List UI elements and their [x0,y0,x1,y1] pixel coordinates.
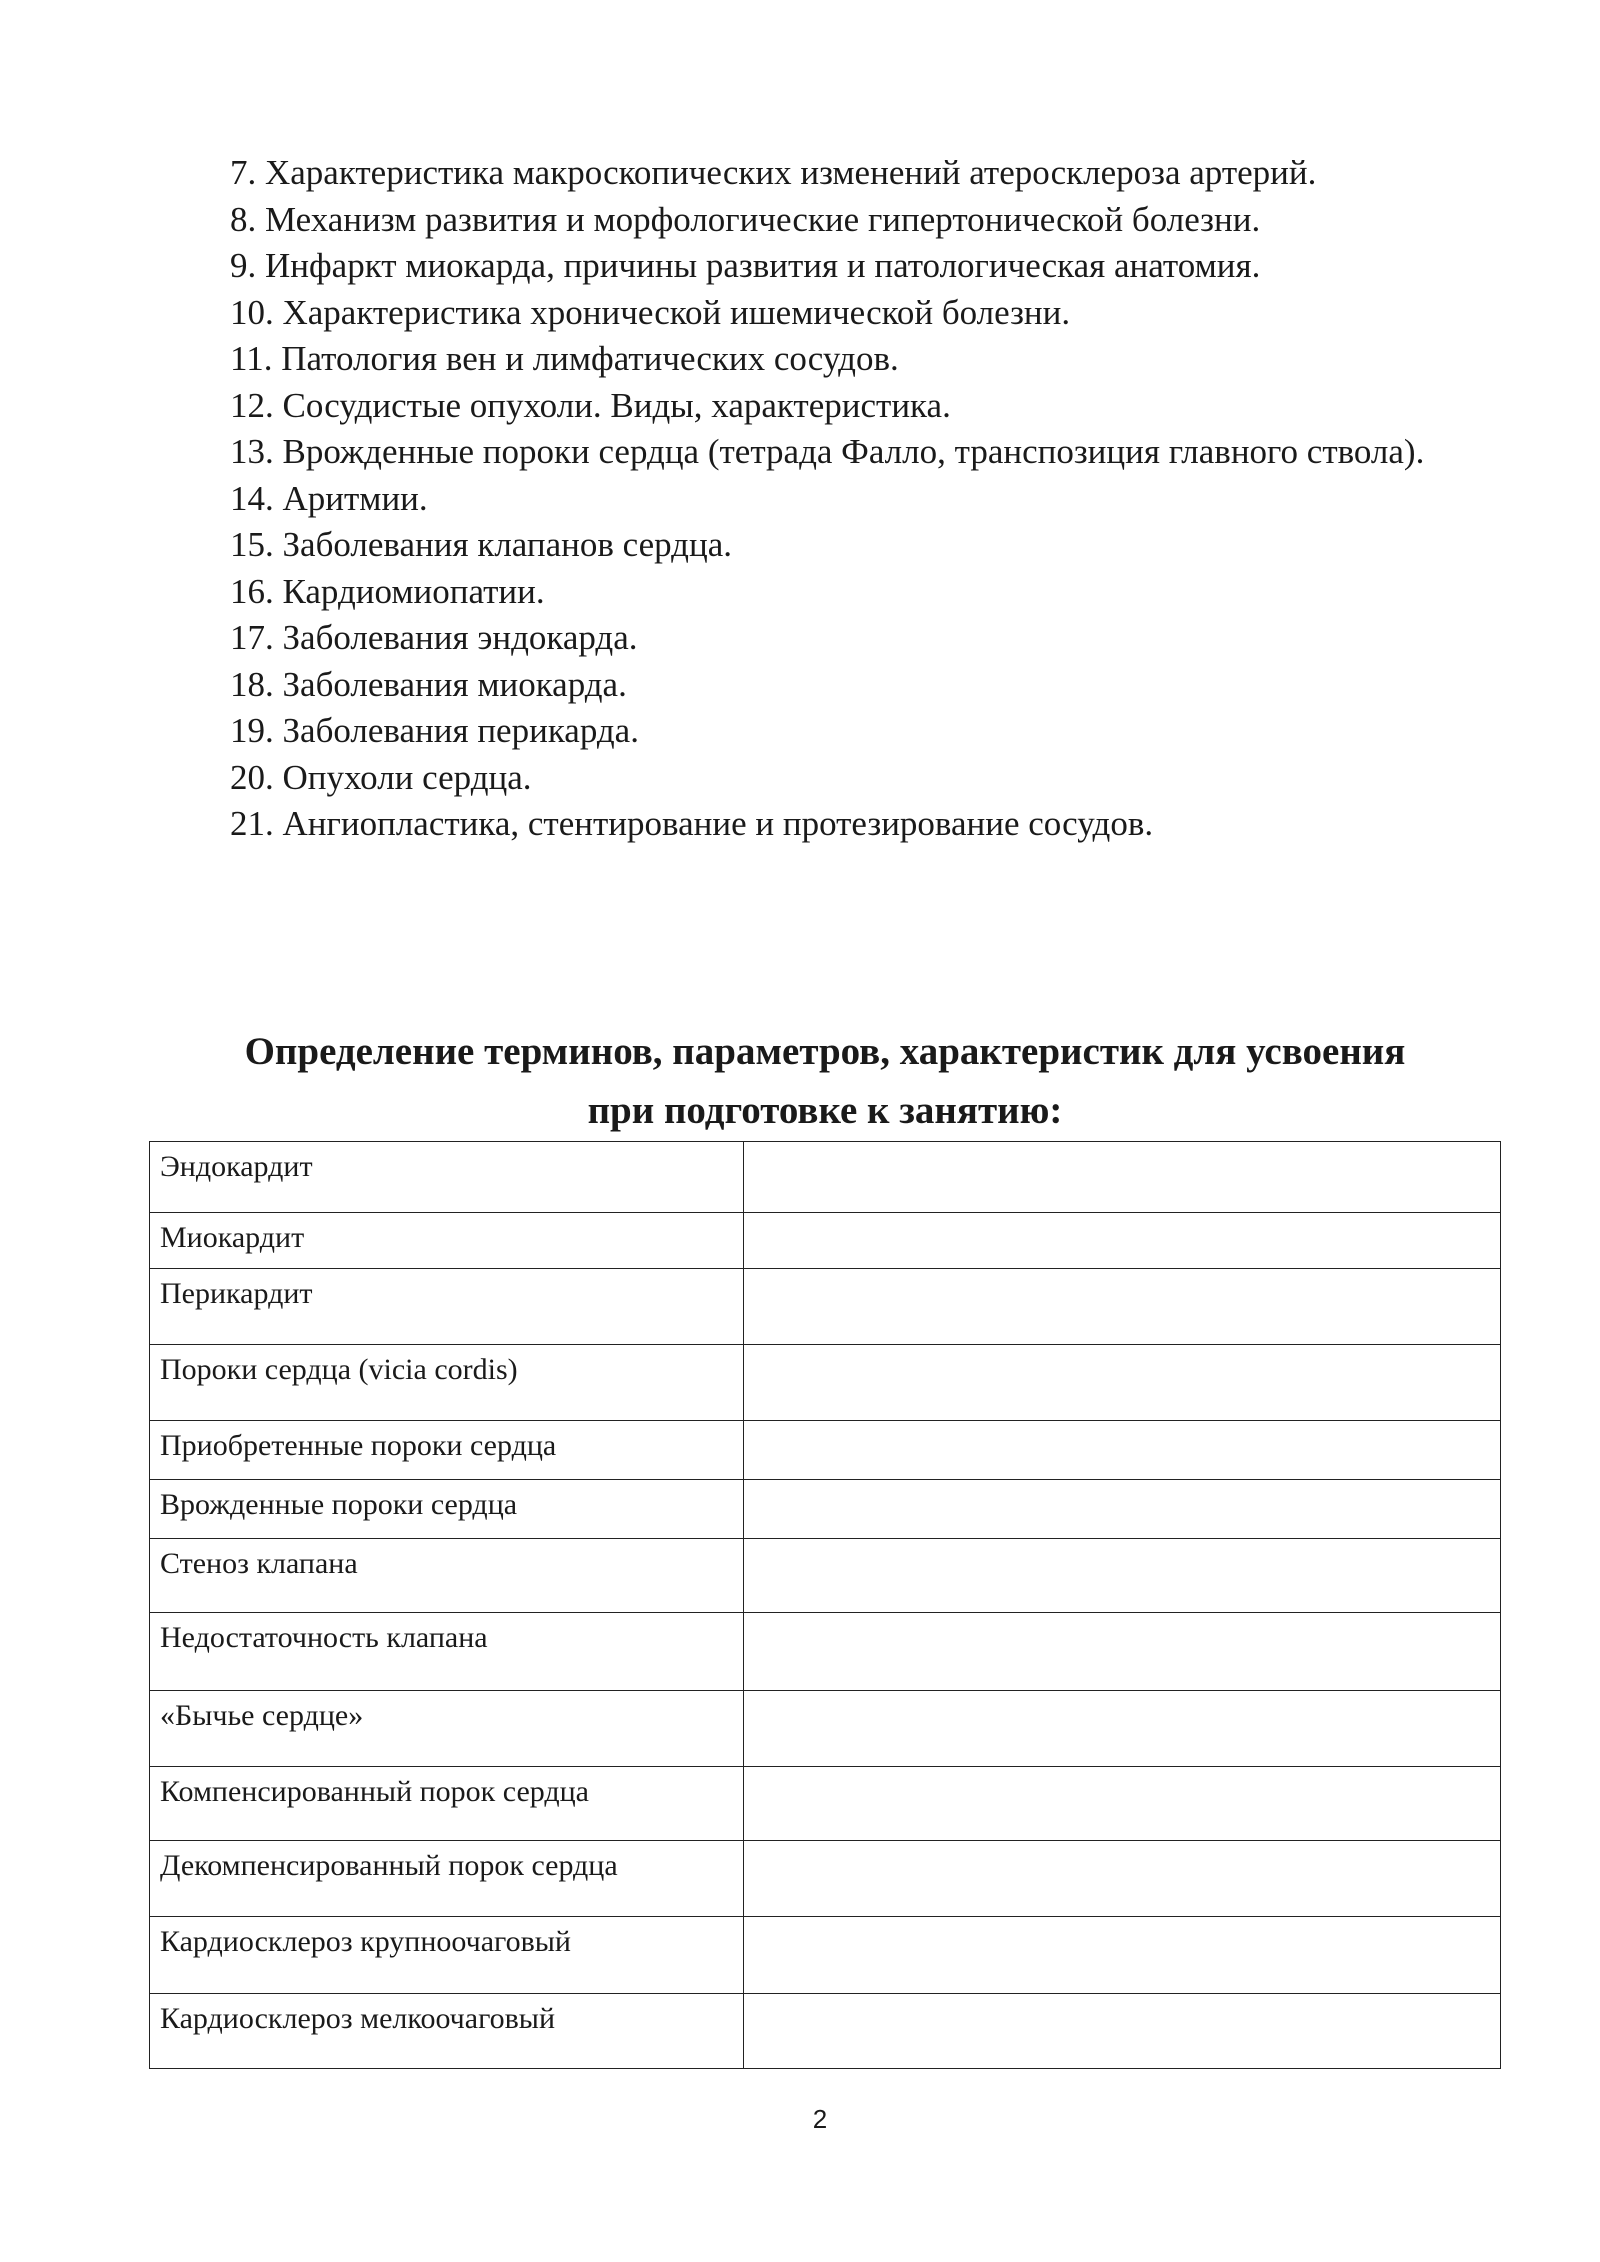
section-title [150,1022,1500,1140]
definition-cell [744,1480,1501,1539]
table-row [150,1345,1501,1421]
definition-cell [744,1421,1501,1480]
definition-cell [744,1691,1501,1767]
question-item: 18. Заболевания миокарда. [230,664,627,704]
definition-cell [744,1142,1501,1213]
question-item: 11. Патология вен и лимфатических сосудов. [230,339,899,378]
term-cell: Перикардит [150,1269,744,1345]
definition-cell [744,1269,1501,1345]
term-cell: Приобретенные пороки сердца [150,1421,744,1480]
definition-cell [744,1994,1501,2069]
question-item: 20. Опухоли сердца. [230,757,532,797]
table-row [150,1917,1501,1994]
terms-table [149,1141,1501,2069]
term-cell: «Бычье сердце» [150,1691,744,1767]
definition-cell [744,1345,1501,1421]
question-item: 17. Заболевания эндокарда. [230,618,638,657]
term-cell: Недостаточность клапана [150,1613,744,1691]
question-item: 15. Заболевания клапанов сердца. [230,525,732,564]
table-row [150,1213,1501,1269]
table-row [150,1142,1501,1213]
term-cell: Кардиосклероз крупноочаговый [150,1917,744,1994]
term-cell: Компенсированный порок сердца [150,1767,744,1841]
table-row [150,1691,1501,1767]
term-cell: Миокардит [150,1213,744,1269]
definition-cell [744,1539,1501,1613]
definition-cell [744,1841,1501,1917]
question-item: 9. Инфаркт миокарда, причины развития и патологическая анатомия. [230,246,1261,285]
table-row [150,1994,1501,2069]
table-row [150,1421,1501,1480]
term-cell: Кардиосклероз мелкоочаговый [150,1994,744,2069]
question-item: 8. Механизм развития и морфологические гипертонической болезни. [230,199,1261,239]
table-row [150,1767,1501,1841]
definition-cell [744,1213,1501,1269]
section-title-line-2: при подготовке к занятию: [587,1089,1063,1132]
question-item: 7. Характеристика макроскопических изменений атеросклероза артерий. [230,153,1317,192]
question-item: 21. Ангиопластика, стентирование и протезирование сосудов. [230,804,1154,843]
page-number: 2 [812,2104,828,2134]
term-cell: Стеноз клапана [150,1539,744,1613]
definition-cell [744,1613,1501,1691]
definition-cell [744,1917,1501,1994]
term-cell: Пороки сердца (vicia cordis) [150,1345,744,1421]
table-row [150,1613,1501,1691]
question-list [230,150,1500,848]
table-row [150,1269,1501,1345]
table-row [150,1539,1501,1613]
question-item: 10. Характеристика хронической ишемической болезни. [230,292,1071,332]
section-title-line-1: Определение терминов, параметров, характеристик для усвоения [244,1030,1406,1073]
question-item: 14. Аритмии. [230,478,428,518]
table-row [150,1841,1501,1917]
question-item: 16. Кардиомиопатии. [230,571,545,611]
question-item: 13. Врожденные пороки сердца (тетрада Фалло, транспозиция главного ствола). [230,432,1425,471]
term-cell: Эндокардит [150,1142,744,1213]
table-row [150,1480,1501,1539]
question-item: 19. Заболевания перикарда. [230,711,639,750]
term-cell: Декомпенсированный порок сердца [150,1841,744,1917]
term-cell: Врожденные пороки сердца [150,1480,744,1539]
question-item: 12. Сосудистые опухоли. Виды, характеристика. [230,385,951,425]
definition-cell [744,1767,1501,1841]
